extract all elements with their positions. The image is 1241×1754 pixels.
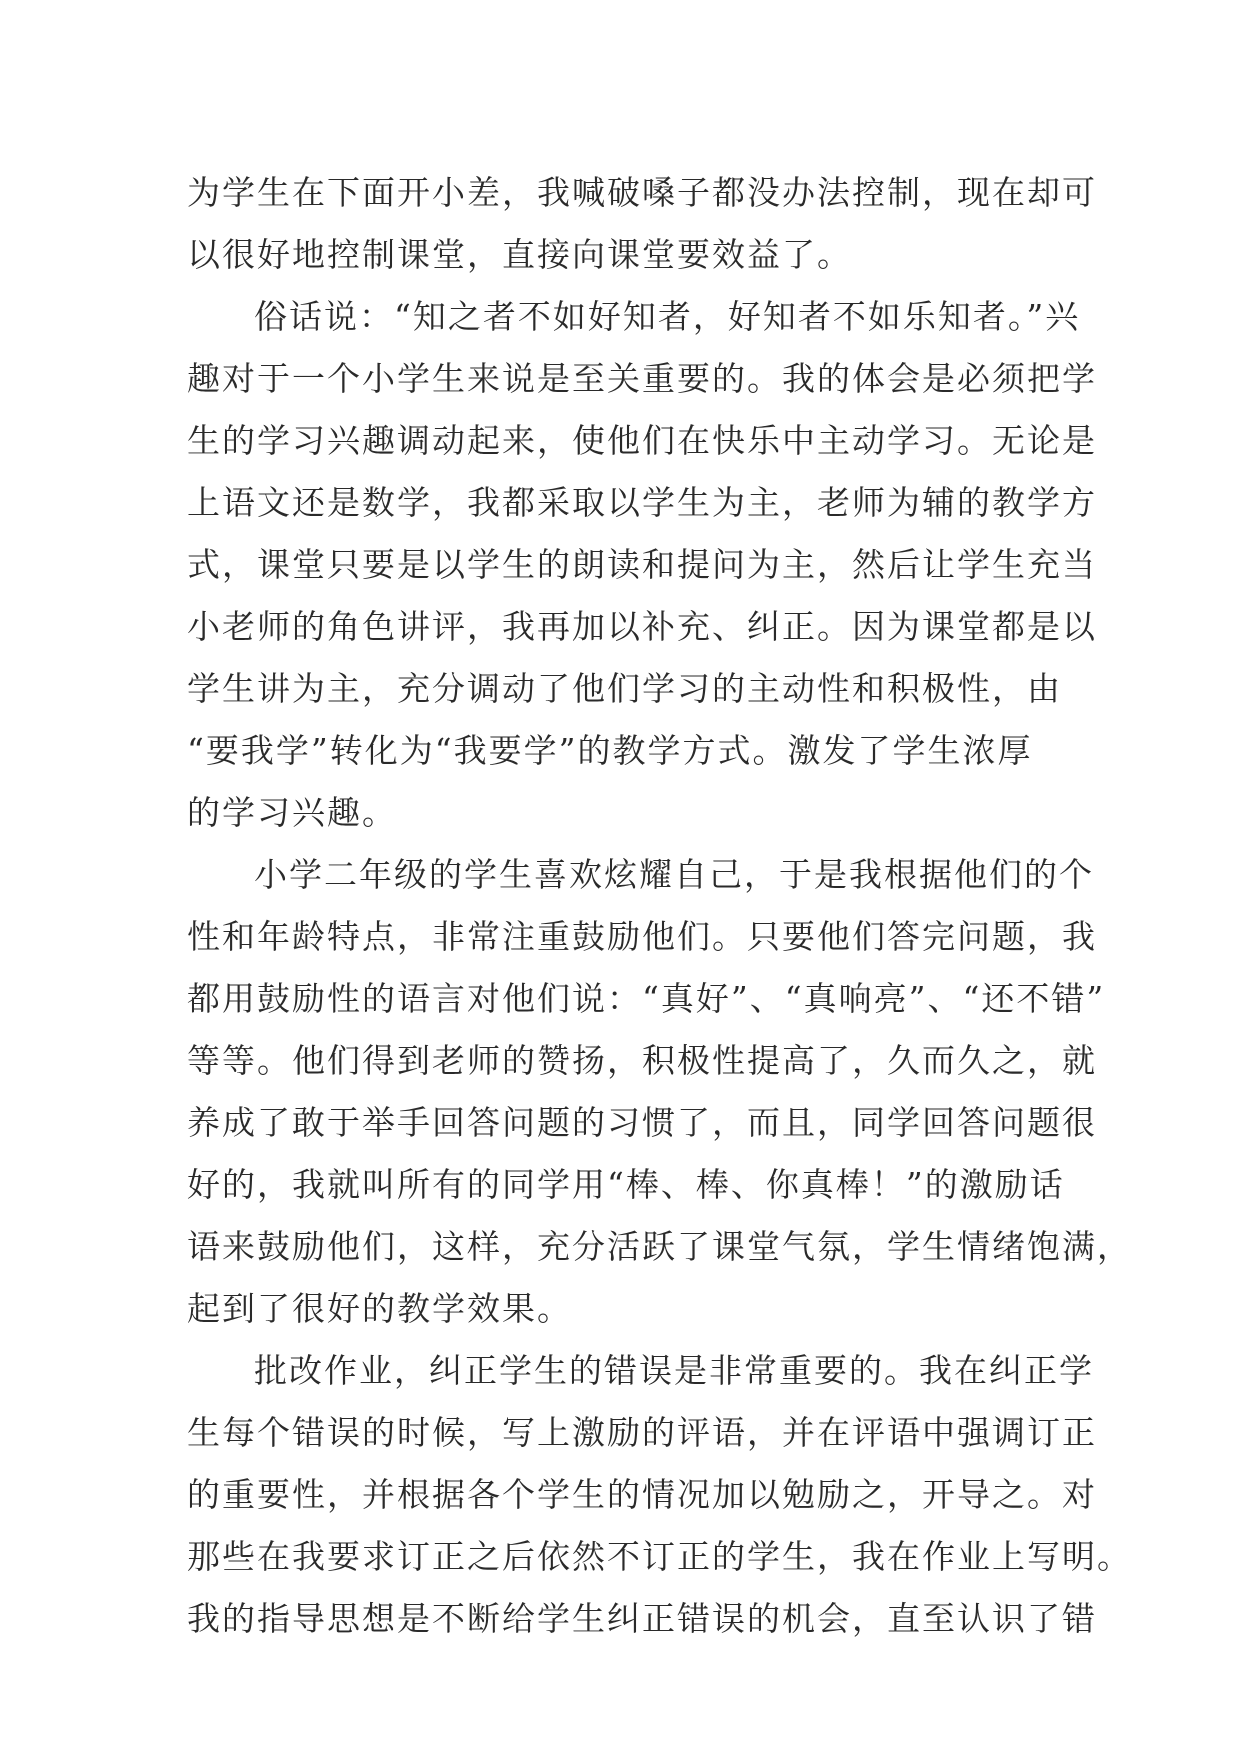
text-line: 那些在我要求订正之后依然不订正的学生，我在作业上写明。	[187, 1537, 1132, 1576]
document-body	[187, 162, 1132, 1650]
text-line: “要我学”转化为“我要学”的教学方式。激发了学生浓厚	[187, 731, 1033, 770]
paragraph-start-line: 俗话说：“知之者不如好知者，好知者不如乐知者。”兴	[254, 297, 1081, 336]
text-line: 趣对于一个小学生来说是至关重要的。我的体会是必须把学	[187, 359, 1097, 398]
text-line: 式，课堂只要是以学生的朗读和提问为主，然后让学生充当	[187, 545, 1097, 584]
text-line: 性和年龄特点，非常注重鼓励他们。只要他们答完问题，我	[187, 917, 1097, 956]
text-line: 学生讲为主，充分调动了他们学习的主动性和积极性，由	[187, 669, 1062, 708]
paragraph-start-line: 小学二年级的学生喜欢炫耀自己，于是我根据他们的个	[254, 855, 1094, 894]
text-line: 起到了很好的教学效果。	[187, 1289, 572, 1328]
text-line: 等等。他们得到老师的赞扬，积极性提高了，久而久之，就	[187, 1041, 1097, 1080]
text-line: 都用鼓励性的语言对他们说：“真好”、“真响亮”、“还不错”	[187, 979, 1106, 1018]
text-line: 小老师的角色讲评，我再加以补充、纠正。因为课堂都是以	[187, 607, 1097, 646]
paragraph-start-line: 批改作业，纠正学生的错误是非常重要的。我在纠正学	[254, 1351, 1094, 1390]
text-line: 我的指导思想是不断给学生纠正错误的机会，直至认识了错	[187, 1599, 1097, 1638]
text-line: 语来鼓励他们，这样，充分活跃了课堂气氛，学生情绪饱满，	[187, 1227, 1132, 1266]
text-line: 为学生在下面开小差，我喊破嗓子都没办法控制，现在却可	[187, 173, 1097, 212]
text-line: 上语文还是数学，我都采取以学生为主，老师为辅的教学方	[187, 483, 1097, 522]
text-line: 生的学习兴趣调动起来，使他们在快乐中主动学习。无论是	[187, 421, 1097, 460]
text-line: 生每个错误的时候，写上激励的评语，并在评语中强调订正	[187, 1413, 1097, 1452]
text-line: 以很好地控制课堂，直接向课堂要效益了。	[187, 235, 852, 274]
text-line: 的重要性，并根据各个学生的情况加以勉励之，开导之。对	[187, 1475, 1097, 1514]
text-line: 养成了敢于举手回答问题的习惯了，而且，同学回答问题很	[187, 1103, 1097, 1142]
text-line: 的学习兴趣。	[187, 793, 397, 832]
text-line: 好的，我就叫所有的同学用“棒、棒、你真棒！”的激励话	[187, 1165, 1065, 1204]
